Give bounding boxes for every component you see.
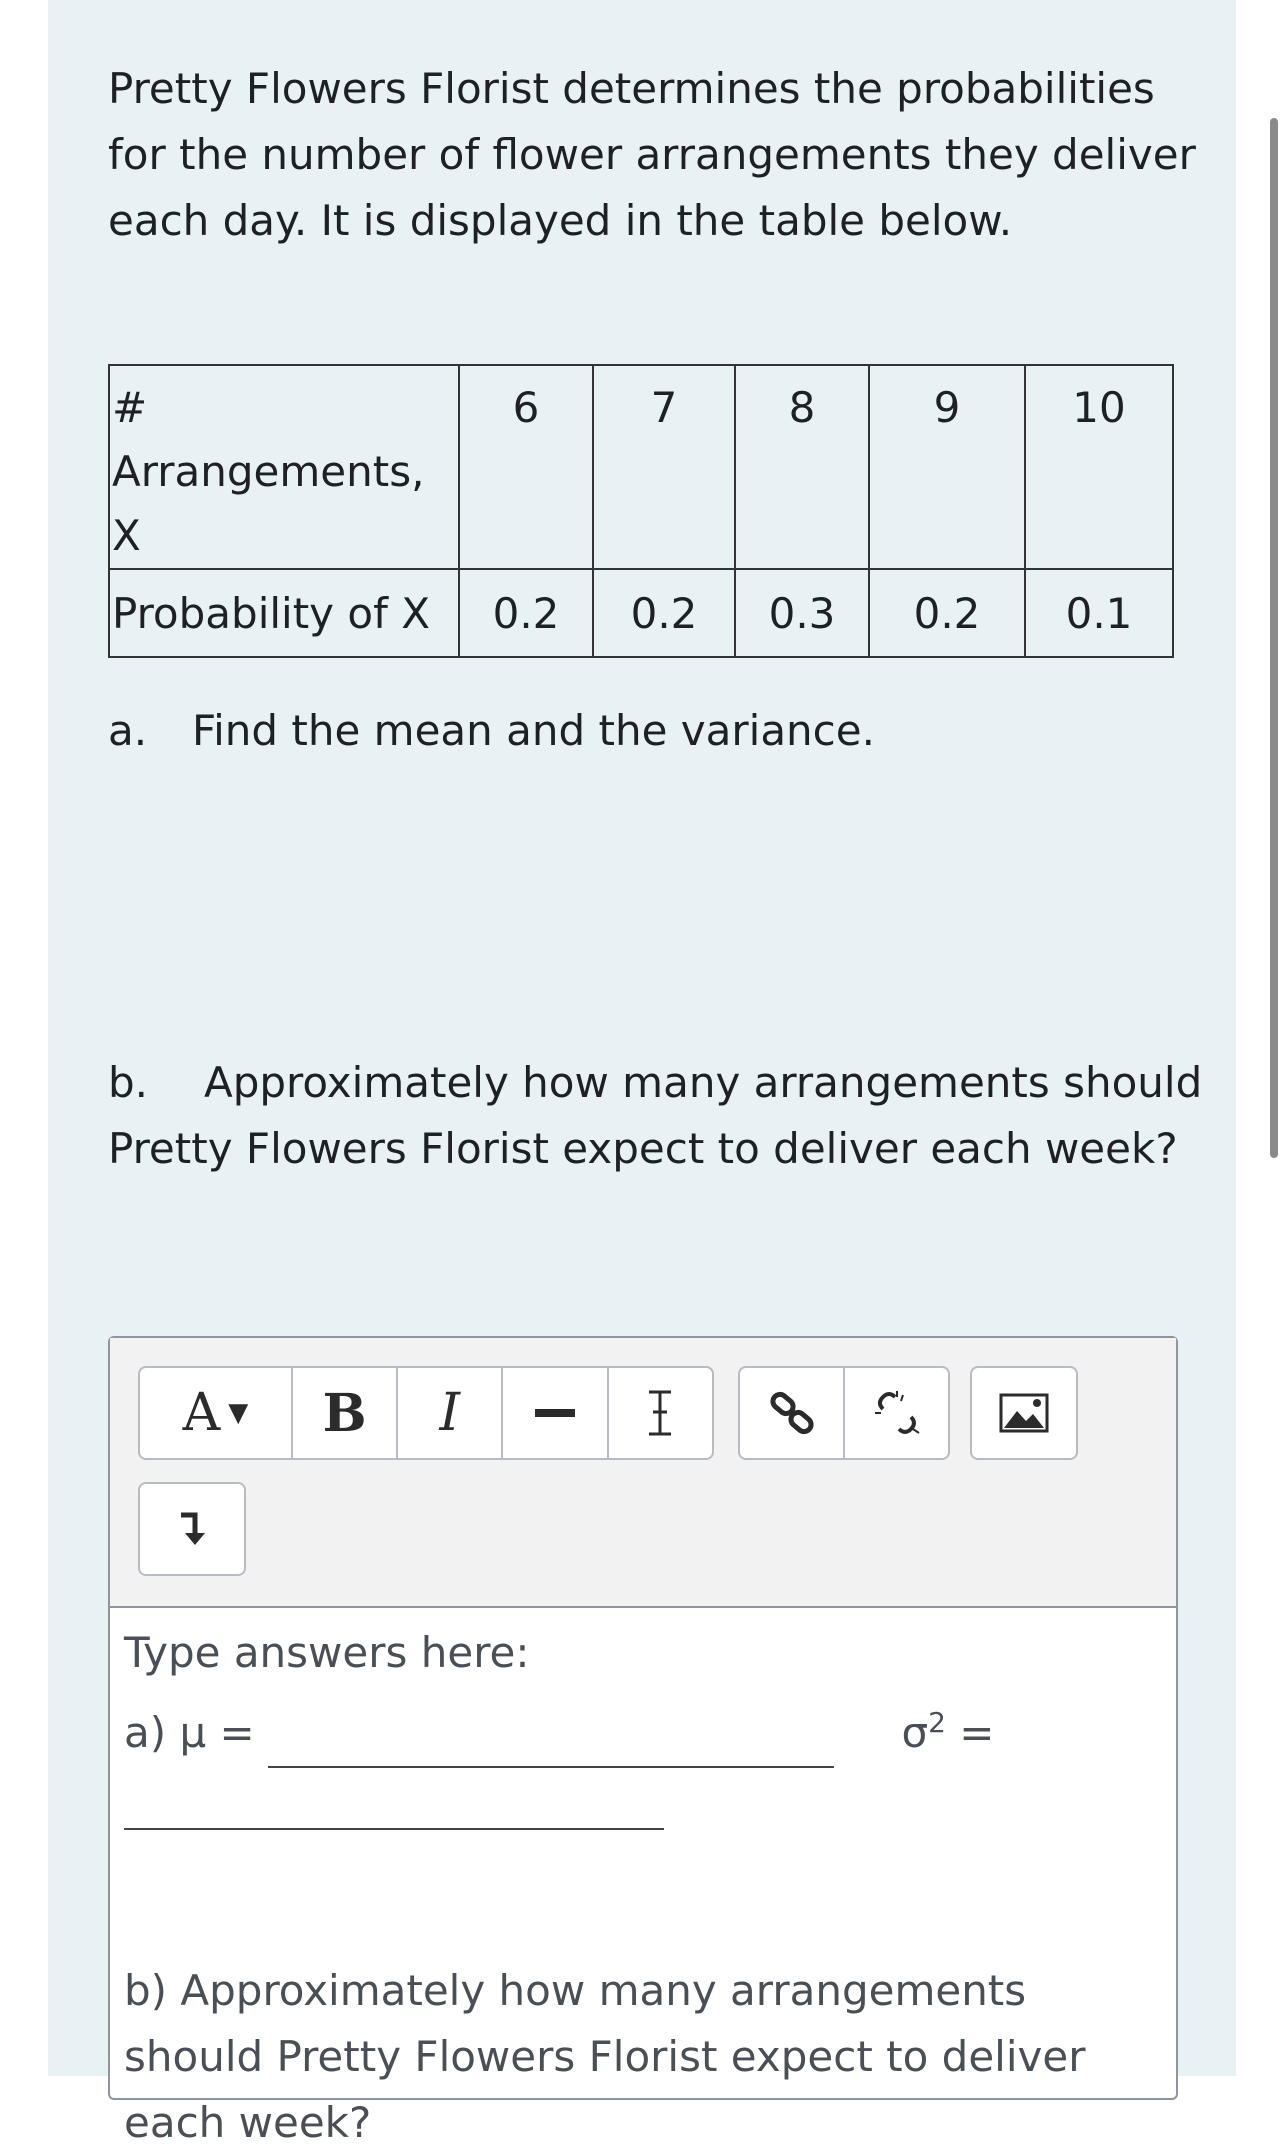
mu-label: a) μ = <box>124 1708 255 1757</box>
unlink-button[interactable] <box>845 1368 948 1458</box>
editor-line-prompt: Type answers here: <box>124 1628 530 1677</box>
answer-editor[interactable] <box>108 1336 1178 2147</box>
table-header-probability: Probability of X <box>109 569 459 657</box>
table-cell: 7 <box>593 365 735 569</box>
probability-table <box>108 364 1174 658</box>
link-button[interactable] <box>740 1368 845 1458</box>
font-style-label: A <box>182 1383 221 1443</box>
editor-line-sigma-blank <box>124 1762 1164 1830</box>
part-b-text: Approximately how many arrangements should Pretty Flowers Florist expect to deliver each week? <box>108 1058 1203 1173</box>
insert-image-button[interactable] <box>972 1368 1076 1458</box>
link-icon <box>768 1389 816 1437</box>
format-group <box>138 1366 714 1460</box>
table-cell: 9 <box>869 365 1025 569</box>
horizontal-rule-button[interactable] <box>503 1368 608 1458</box>
table-cell: 0.2 <box>459 569 593 657</box>
editor-line-part-b: b) Approximately how many arrangements should Pretty Flowers Florist expect to deliver each week? <box>124 1966 1086 2147</box>
scrollbar[interactable] <box>1270 118 1278 1158</box>
part-a-text: Find the mean and the variance. <box>192 706 875 755</box>
editor-line-mu <box>124 1690 1164 1768</box>
chevron-down-icon: ▼ <box>228 1398 249 1428</box>
part-a <box>108 698 1208 764</box>
editor-toolbar <box>110 1338 1176 1608</box>
table-cell: 0.2 <box>593 569 735 657</box>
part-b-label: b. <box>108 1058 149 1107</box>
editor-content[interactable] <box>124 1620 1164 2156</box>
sigma-label: $\sigma^2$ = <box>901 1706 995 1757</box>
horizontal-rule-icon <box>535 1407 575 1419</box>
clear-format-button[interactable] <box>609 1368 712 1458</box>
text-cursor-icon <box>645 1388 675 1438</box>
expand-toolbar-button[interactable] <box>140 1484 244 1574</box>
image-icon <box>999 1393 1049 1433</box>
table-cell: 6 <box>459 365 593 569</box>
table-cell: 0.3 <box>735 569 869 657</box>
part-a-label: a. <box>108 706 148 755</box>
mu-blank[interactable] <box>268 1700 834 1768</box>
link-group <box>738 1366 950 1460</box>
question-intro: Pretty Flowers Florist determines the probabilities for the number of flower arrangements they deliver each day. It is displayed in the table below. <box>108 64 1196 245</box>
table-header-arrangements: # Arrangements, X <box>109 365 459 569</box>
sigma-blank[interactable] <box>124 1762 664 1830</box>
arrow-down-icon <box>177 1511 207 1547</box>
part-b <box>108 1050 1208 1182</box>
italic-button[interactable]: I <box>398 1368 503 1458</box>
table-cell: 0.2 <box>869 569 1025 657</box>
extra-group <box>138 1482 246 1576</box>
bold-button[interactable]: B <box>293 1368 398 1458</box>
font-style-button[interactable] <box>140 1368 293 1458</box>
table-cell: 10 <box>1025 365 1173 569</box>
table-cell: 0.1 <box>1025 569 1173 657</box>
media-group <box>970 1366 1078 1460</box>
table-cell: 8 <box>735 365 869 569</box>
unlink-icon <box>873 1389 921 1437</box>
